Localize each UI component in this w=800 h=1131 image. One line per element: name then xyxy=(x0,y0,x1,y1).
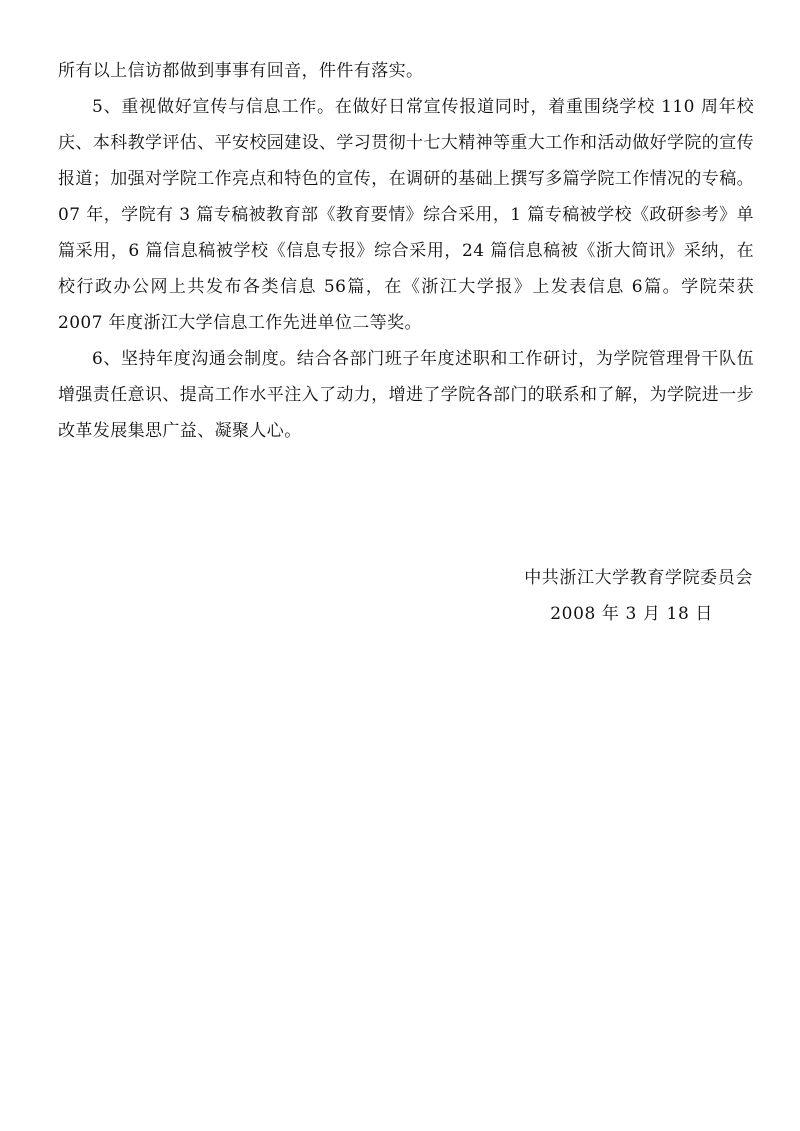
paragraph-continuation: 所有以上信访都做到事事有回音，件件有落实。 xyxy=(58,61,424,81)
signature-date: 2008 年 3 月 18 日 xyxy=(550,604,713,624)
signature-block xyxy=(524,560,753,632)
paragraph-item-6: 6、坚持年度沟通会制度。结合各部门班子年度述职和工作研讨，为学院管理骨干队伍增强责任意识、提高工作水平注入了动力，增进了学院各部门的联系和了解，为学院进一步改革发展集思广益、凝聚人心。 xyxy=(58,349,754,441)
paragraph-item-5: 5、重视做好宣传与信息工作。在做好日常宣传报道同时，着重围绕学校 110 周年校庆、本科教学评估、平安校园建设、学习贯彻十七大精神等重大工作和活动做好学院的宣传报道；加强对学院工作亮点和特色的宣传，在调研的基础上撰写多篇学院工作情况的专稿。07 年，学院有 3 篇专稿被教育部《教育要情》综合采用，1 篇专稿被学校《政研参考》单篇采用，6 篇信息稿被学校《信息专报》综合采用，24 篇信息稿被《浙大简讯》采纳，在校行政办公网上共发布各类信息 56篇，在《浙江大学报》上发表信息 6篇。学院荣获 2007 年度浙江大学信息工作先进单位二等奖。 xyxy=(58,97,754,333)
signature-organization: 中共浙江大学教育学院委员会 xyxy=(524,568,753,588)
document-body xyxy=(58,53,754,449)
